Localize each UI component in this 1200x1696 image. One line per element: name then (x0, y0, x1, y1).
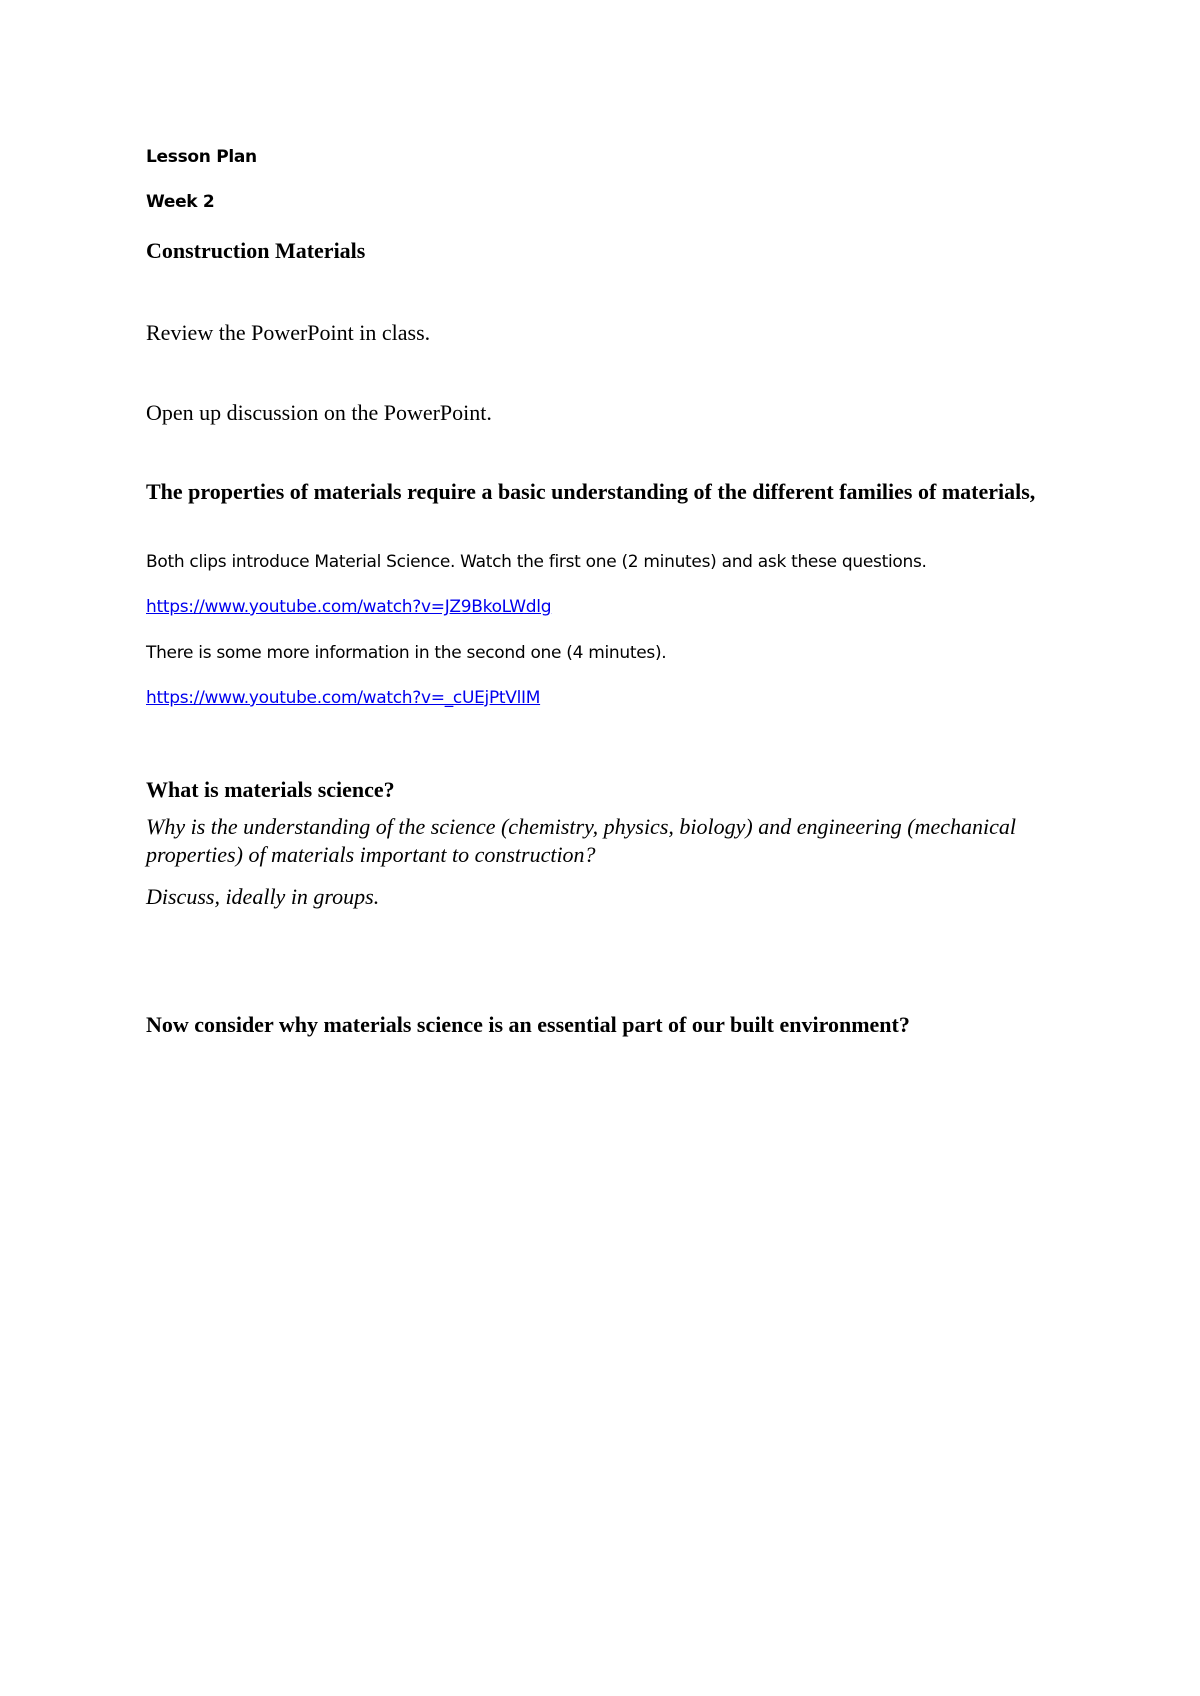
question-heading: What is materials science? (146, 777, 395, 802)
review-instruction: Review the PowerPoint in class. (146, 320, 431, 345)
discussion-instruction: Open up discussion on the PowerPoint. (146, 400, 492, 425)
final-question: Now consider why materials science is an essential part of our built environment? (146, 1012, 910, 1037)
properties-heading: The properties of materials require a basic understanding of the different families of materials, (146, 479, 1036, 504)
discuss-note: Discuss, ideally in groups. (146, 884, 380, 909)
clips-intro-text: Both clips introduce Material Science. Watch the first one (2 minutes) and ask these questions. (146, 552, 927, 572)
youtube-link-2[interactable]: https://www.youtube.com/watch?v=_cUEjPtVlIM (146, 688, 541, 708)
youtube-link-1[interactable]: https://www.youtube.com/watch?v=JZ9BkoLWdlg (146, 597, 552, 617)
topic-heading: Construction Materials (146, 238, 366, 263)
lesson-plan-title: Lesson Plan (146, 147, 257, 167)
second-clip-note: There is some more information in the second one (4 minutes). (146, 643, 667, 663)
week-label: Week 2 (146, 192, 215, 212)
question-text: Why is the understanding of the science (chemistry, physics, biology) and engineering (mechanical properties) of materials important to construction? (146, 814, 1017, 867)
